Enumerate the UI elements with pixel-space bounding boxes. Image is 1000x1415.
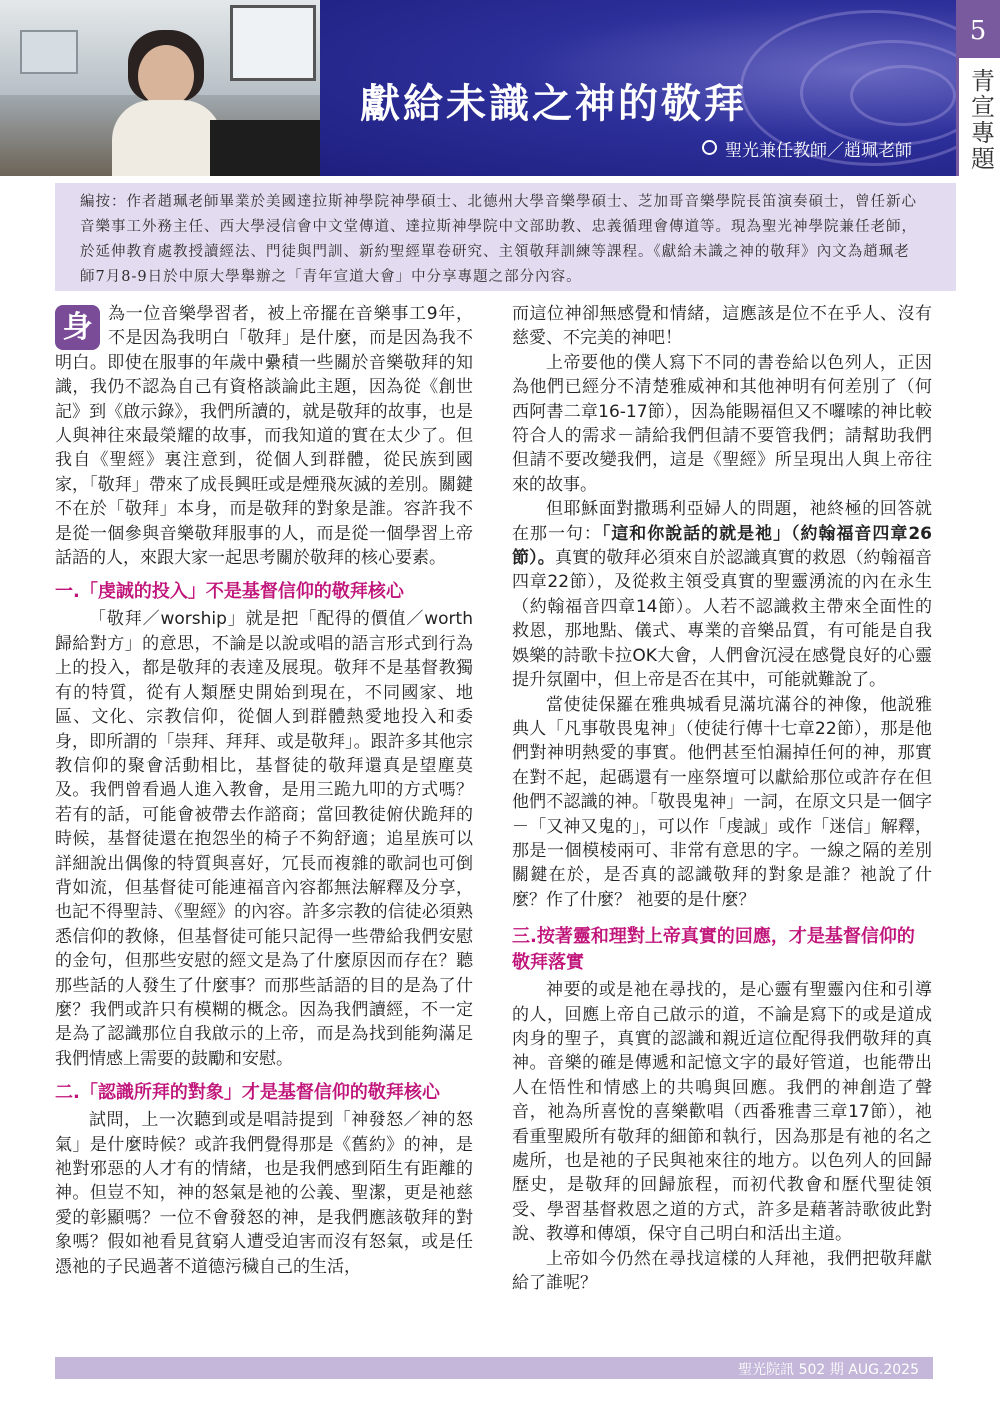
section-2-heading: 二.「認識所拜的對象」才是基督信仰的敬拜核心 bbox=[55, 1082, 440, 1104]
section-label: 青宣專題 bbox=[966, 68, 995, 172]
speaker-photo bbox=[0, 0, 320, 176]
section-2-paragraph: 試問，上一次聽到或是唱詩提到「神發怒／神的怒氣」是什麼時候？或許我們覺得那是《舊約》的神，是祂對邪惡的人才有的情緒，也是我們感到陌生有距離的神。但豈不知，神的怒氣是祂的公義、聖潔，更是祂慈愛的彰顯嗎？一位不會發怒的神，是我們應該敬拜的對象嗎？假如祂看見貧窮人遭受迫害而沒有怒氣，或是任憑祂的子民過著不道德污穢自己的生活， bbox=[55, 1110, 473, 1277]
section-1-paragraph: 「敬拜／worship」就是把「配得的價值／worth歸給對方」的意思，不論是以說或唱的語言形式到行為上的投入，都是敬拜的表達及展現。敬拜不是基督教獨有的特質，從有人類歷史開始到現在，不同國家、地區、文化、宗教信仰，從個人到群體熱愛地投入和委身，即所謂的「崇拜、拜拜、或是敬拜」。跟許多其他宗教信仰的聚會活動相比，基督徒的敬拜還真是望塵莫及。我們曾看過人進入教會，是用三跪九叩的方式嗎？若有的話，可能會被帶去作諮商；當回教徒俯伏跪拜的時候，基督徒還在抱怨坐的椅子不夠舒適；追星族可以詳細說出偶像的特質與喜好，冗長而複雜的歌詞也可倒背如流，但基督徒可能連福音內容都無法解釋及分享，也記不得聖詩、《聖經》的內容。許多宗教的信徒必須熟悉信仰的教條，但基督徒可能只記得一些帶給我們安慰的金句，但那些安慰的經文是為了什麼原因而存在？聽那些話的人發生了什麼事？而那些話語的目的是為了什麼？我們或許只有模糊的概念。因為我們讀經，不一定是為了認識那位自我啟示的上帝，而是為找到能夠滿足我們情感上需要的鼓勵和安慰。 bbox=[55, 609, 473, 1069]
intro-text: 為一位音樂學習者，被上帝擺在音樂事工9年，不是因為我明白「敬拜」是什麼，而是因為我不明白。即使在服事的年歲中纍積一些關於音樂敬拜的知識，我仍不認為自己有資格談論此主題，因為從《創世記》到《啟示錄》，我們所讀的，就是敬拜的故事，也是人與神往來最榮耀的故事，而我知道的實在太少了。但我自《聖經》裏注意到，從個人到群體，從民族到國家，「敬拜」帶來了成長興旺或是煙飛灰滅的差別。關鍵不在於「敬拜」本身，而是敬拜的對象是誰。容許我不是從一個參與音樂敬拜服事的人，而是從一個學習上帝話語的人，來跟大家一起思考關於敬拜的核心要素。 bbox=[55, 304, 473, 569]
byline-text: 聖光兼任教師／趙珮老師 bbox=[725, 141, 912, 161]
section-3-heading: 三.按著靈和理對上帝真實的回應，才是基督信仰的敬拜落實 bbox=[512, 926, 915, 974]
footer-text: 聖光院訊 502 期 AUG.2025 bbox=[738, 1362, 919, 1378]
article-byline bbox=[702, 136, 912, 161]
paragraph: 上帝要他的僕人寫下不同的書卷給以色列人，正因為他們已經分不清楚雅威神和其他神明有何差別了（何西阿書二章16-17節），因為能賜福但又不囉嗦的神比較符合人的需求－請給我們但請不要管我們；請幫助我們但請不要改變我們，這是《聖經》所呈現出人與上帝往來的故事。 bbox=[512, 352, 932, 495]
section-1-heading: 一.「虔誠的投入」不是基督信仰的敬拜核心 bbox=[55, 581, 404, 603]
intro-paragraph bbox=[55, 302, 473, 570]
continued-paragraph: 而這位神卻無感覺和情緒，這應該是位不在乎人、沒有慈愛、不完美的神吧！ bbox=[512, 304, 932, 349]
column-right bbox=[512, 302, 932, 1295]
closing-paragraph: 上帝如今仍然在尋找這樣的人拜祂，我們把敬拜獻給了誰呢？ bbox=[512, 1248, 932, 1294]
editor-note-box bbox=[55, 183, 956, 291]
paragraph: 當使徒保羅在雅典城看見滿坑滿谷的神像，他説雅典人「凡事敬畏鬼神」（使徒行傳十七章22節），那是他們對神明熱愛的事實。他們甚至怕漏掉任何的神，那實在對不起，起碼還有一座祭壇可以獻給那位或許存在但他們不認識的神。「敬畏鬼神」一詞，在原文只是一個字－「又神又鬼的」，可以作「虔誠」或作「迷信」解釋，那是一個模棱兩可、非常有意思的字。一線之隔的差別關鍵在於，是否真的認識敬拜的對象是誰？祂說了什麼？作了什麼？ 祂要的是什麼？ bbox=[512, 694, 932, 910]
bold-quote: 「這和你說話的就是祂」（約翰福音四章26節）。 bbox=[512, 523, 932, 569]
paragraph-lead: 但耶穌面對撒瑪利亞婦人的問題，祂終極的回答就在那一句： bbox=[512, 499, 932, 544]
editor-note: 編按：作者趙珮老師畢業於美國達拉斯神學院神學碩士、北德州大學音樂學碩士、芝加哥音樂學院長笛演奏碩士，曾任新心音樂事工外務主任、西大學浸信會中文堂傳道、達拉斯神學院中文部助教、忠義循理會傳道等。現為聖光神學院兼任老師，於延伸教育處教授讀經法、門徒與門訓、新約聖經單卷研究、主領敬拜訓練等課程。《獻給未識之神的敬拜》內文為趙珮老師7月8-9日於中原大學舉辦之「青年宣道大會」中分享專題之部分內容。 bbox=[80, 194, 917, 285]
footer-bar bbox=[55, 1357, 933, 1379]
dropcap: 身 bbox=[55, 305, 100, 350]
paragraph-with-quote bbox=[512, 497, 932, 692]
column-left bbox=[55, 302, 473, 1279]
page-number: 5 bbox=[956, 0, 1000, 58]
article-title: 獻給未識之神的敬拜 bbox=[360, 81, 747, 127]
paragraph-rest: 真實的敬拜必須來自於認識真實的救恩（約翰福音四章22節），及從救主領受真實的聖靈湧流的內在永生（約翰福音四章14節）。人若不認識救主帶來全面性的救恩，那地點、儀式、專業的音樂品質，有可能是自我娛樂的詩歌卡拉OK大會，人們會沉浸在感覺良好的心靈提升氛圍中，但上帝是否在其中，可能就難說了。 bbox=[512, 548, 932, 691]
bullet-icon bbox=[702, 140, 717, 155]
side-strip bbox=[956, 0, 1000, 1415]
section-3-paragraph: 神要的或是祂在尋找的，是心靈有聖靈內住和引導的人，回應上帝自己啟示的道，不論是寫下的或是道成肉身的聖子，真實的認識和親近這位配得我們敬拜的真神。音樂的確是傳遞和記憶文字的最好管道，也能帶出人在悟性和情感上的共鳴與回應。我們的神創造了聲音，祂為所喜悅的喜樂歡唱（西番雅書三章17節），祂看重聖殿所有敬拜的細節和執行，因為那是有祂的名之處所，也是祂的子民與祂來往的地方。以色列人的回歸歷史，是敬拜的回歸旅程，而初代教會和歷代聖徒領受、學習基督救恩之道的方式，許多是藉著詩歌彼此對說、教導和傳頌，保守自己明白和活出主道。 bbox=[512, 980, 932, 1245]
section-tab bbox=[956, 58, 1000, 176]
